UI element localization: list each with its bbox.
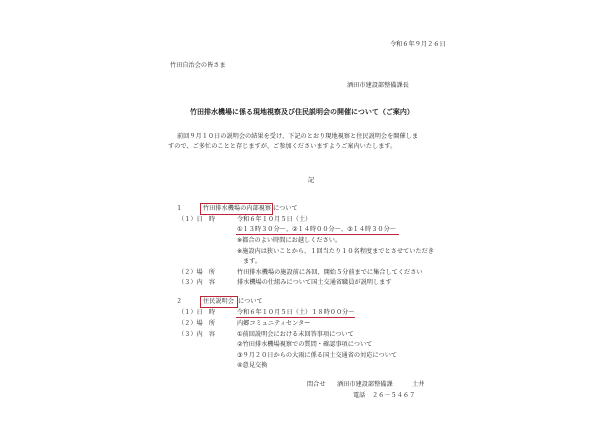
section2-place: 内郷コミュニティセンター (237, 320, 311, 327)
section1-number: １ (176, 205, 183, 212)
contact-person: 土井 (412, 381, 425, 388)
section1-note-3: ます。 (243, 258, 262, 265)
section1-heading-suffix: について (273, 205, 298, 212)
section2-datetime-underline (236, 317, 355, 318)
section2-heading-suffix: について (238, 298, 263, 305)
section1-place: 竹田排水機場の施設前に各回、開始５分前までに集合してください (237, 269, 423, 276)
section2-content-4: ④意見交換 (237, 362, 268, 369)
section1-note-2: ※施設内は狭いことから、１回当たり１０名程度までとさせていただき (237, 248, 434, 255)
section2-content-label: （３）内 容 (178, 331, 216, 338)
section1-content: 排水機場の仕組みについて国土交通省職員が説明します (237, 279, 392, 286)
section2-content-2: ②竹田排水機場視察での質問・確認事項について (237, 341, 373, 348)
section1-times-underline (236, 234, 399, 235)
section2-heading: 住民説明会 (203, 298, 234, 305)
section2-content-1: ①前回説明会における未回答事項について (237, 331, 354, 338)
section1-date: 令和６年１０月５日（土） (237, 216, 312, 223)
contact-phone: ２６－５４６７ (372, 392, 416, 399)
sender: 酒田市建設部整備課長 (347, 82, 409, 89)
contact-org: 酒田市建設部整備課 (337, 381, 393, 388)
section1-content-label: （３）内 容 (178, 279, 216, 286)
page-title: 竹田排水機場に係る現地視察及び住民説明会の開催について（ご案内） (190, 108, 414, 116)
section1-note-1: ※都合のよい時間にお越しください。 (237, 237, 342, 244)
contact-phone-label: 電話 (353, 392, 366, 399)
ki-heading: 記 (308, 177, 315, 184)
section1-heading: 竹田排水機場の内部視察 (203, 205, 272, 212)
intro-line-2: すので、ご多忙のことと存じますが、ご参加くださいますようご案内いたします。 (168, 143, 397, 150)
section1-place-label: （２）場 所 (178, 269, 216, 276)
section2-content-3: ③９月２０日からの大雨に係る国土交通省の対応について (237, 352, 398, 359)
section2-number: ２ (176, 298, 183, 305)
contact-label: 問合せ (307, 381, 326, 388)
section2-datetime: 令和６年１０月５日（土）１８時００分～ (237, 309, 355, 316)
recipient: 竹田自治会の皆さま (170, 62, 226, 69)
section1-times: ①１３時３０分～、②１４時００分～、③１４時３０分～ (237, 226, 396, 233)
section1-datetime-label: （１）日 時 (178, 216, 216, 223)
intro-line-1: 前回９月１０日の説明会の結果を受け、下記のとおり現地視察と住民説明会を開催しま (177, 133, 419, 140)
section2-place-label: （２）場 所 (178, 320, 216, 327)
document-date: 令和６年９月２６日 (390, 41, 446, 48)
section2-datetime-label: （１）日 時 (178, 309, 216, 316)
